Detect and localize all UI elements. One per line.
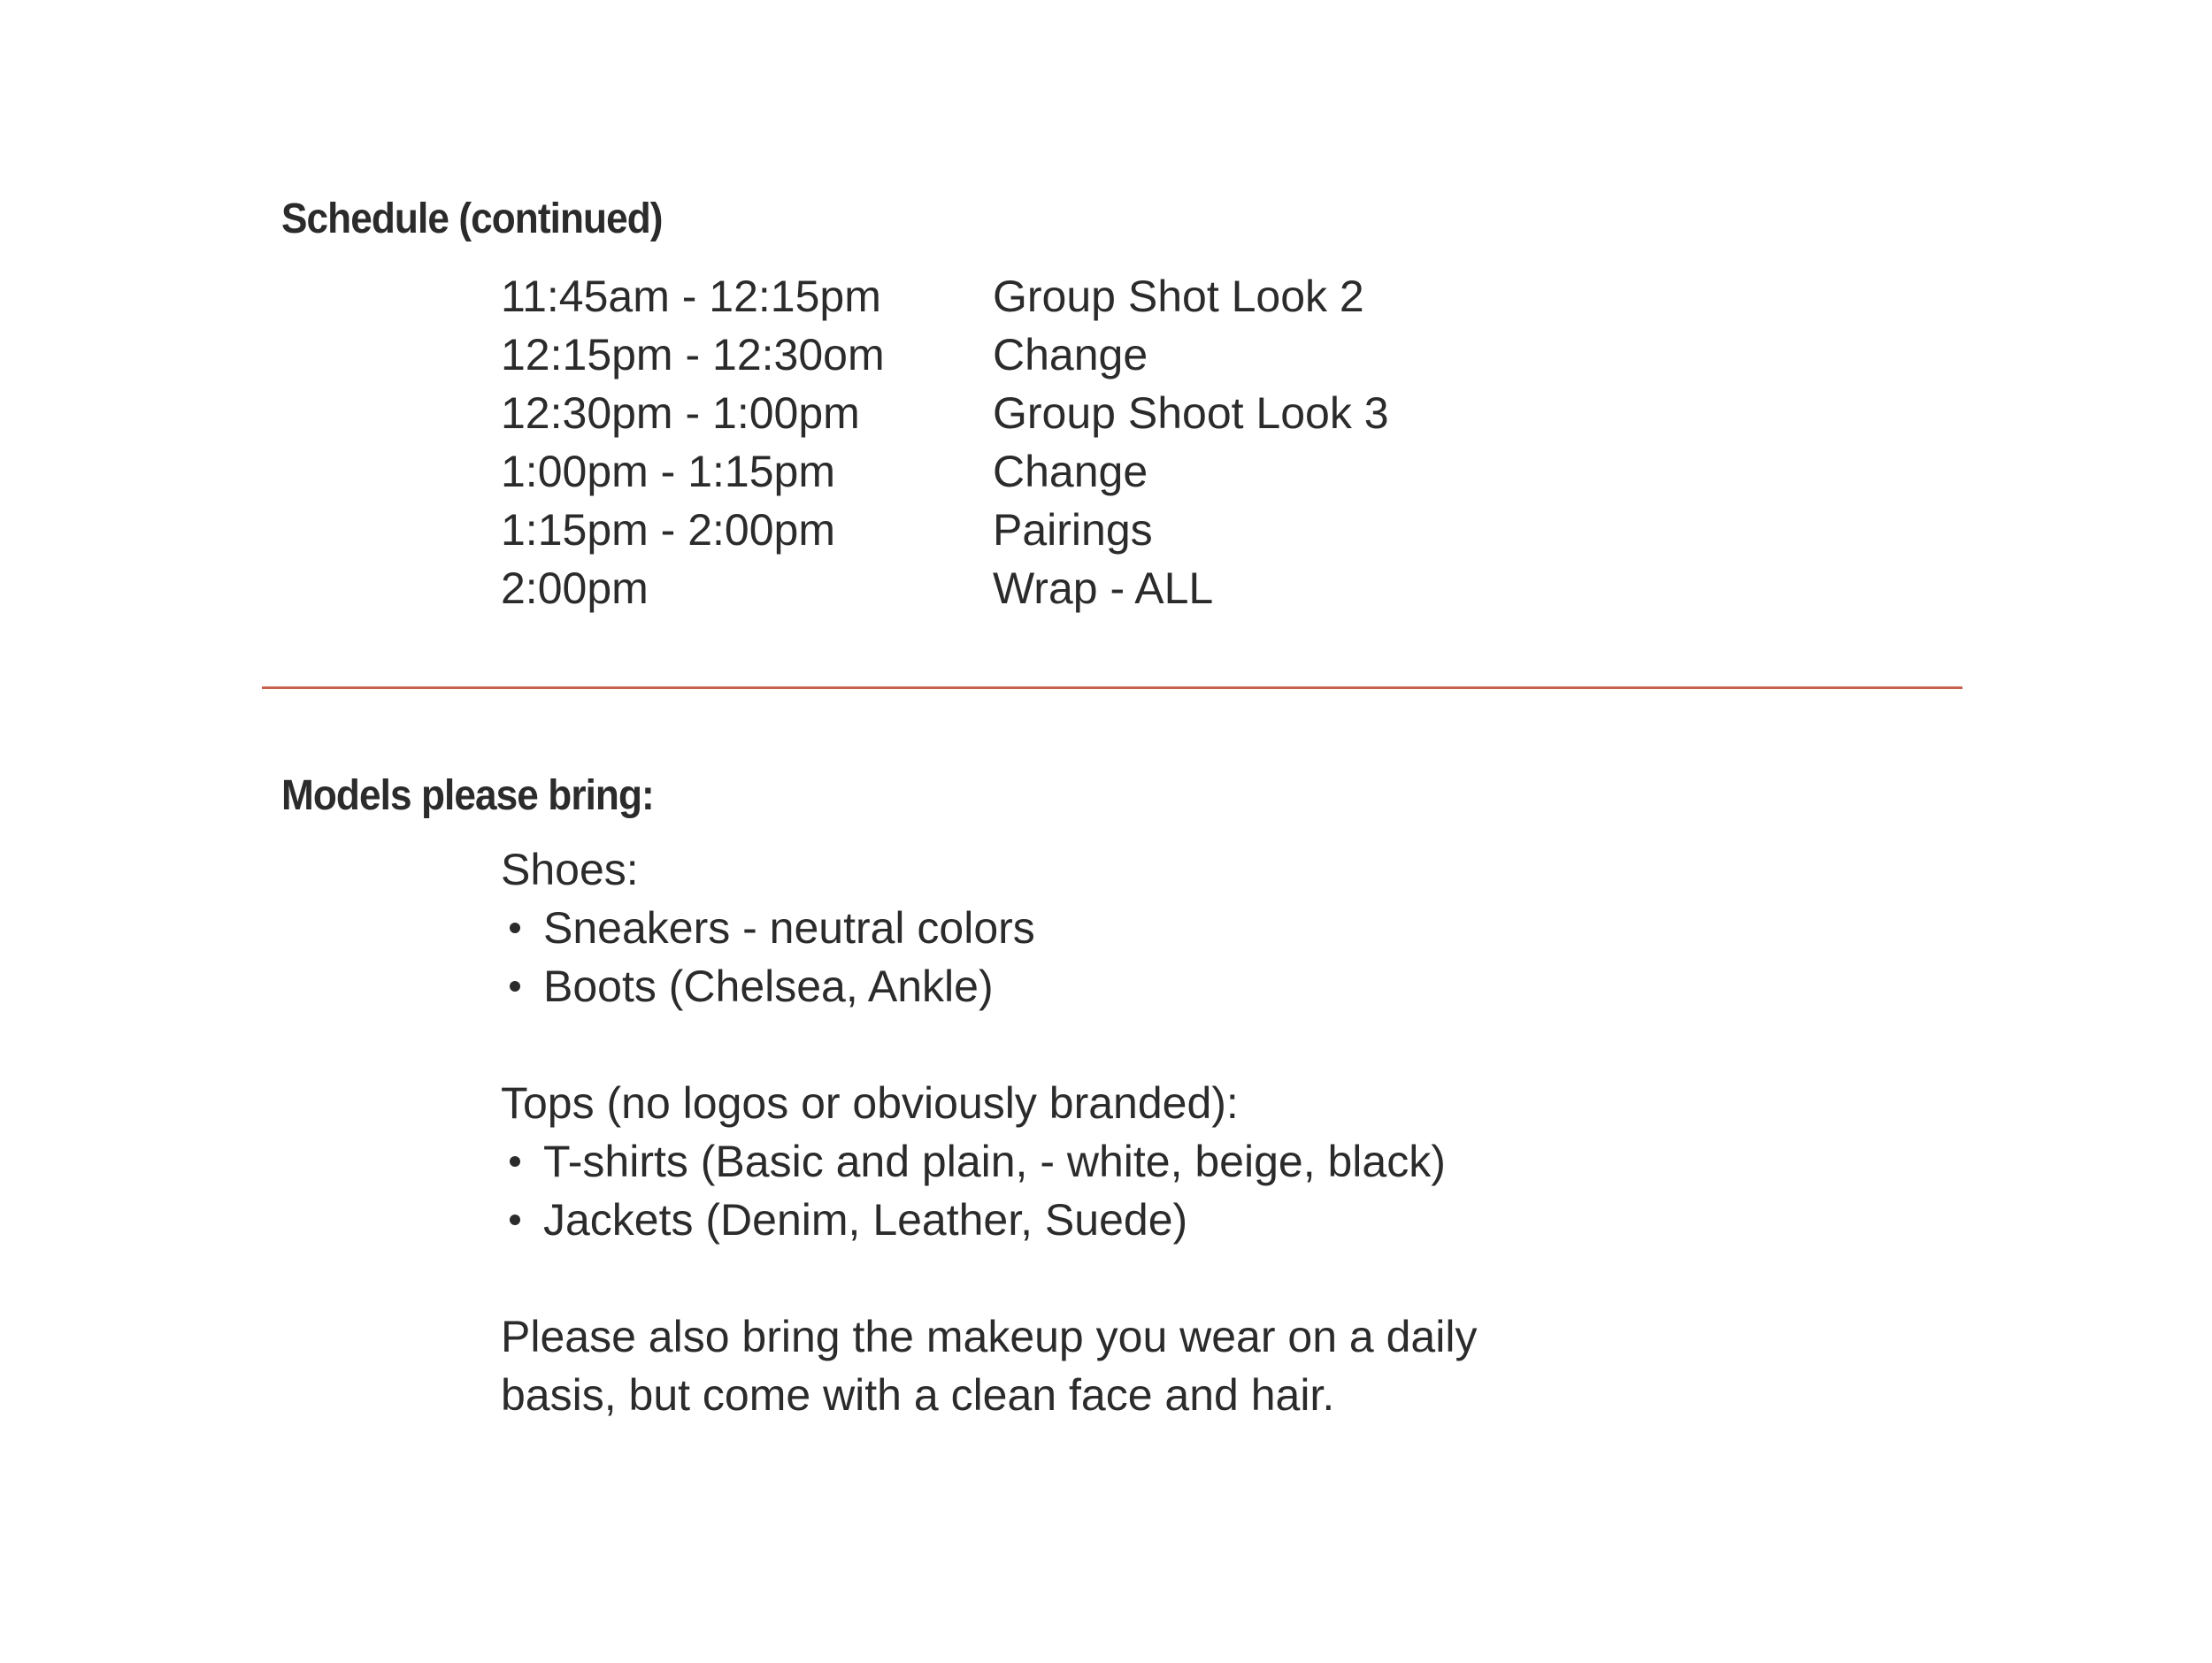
list-item-text: Jackets (Denim, Leather, Suede) (543, 1195, 1188, 1245)
schedule-row (501, 384, 1563, 442)
schedule-event: Group Shoot Look 3 (993, 388, 1389, 438)
schedule-event: Change (993, 330, 1148, 379)
section-divider (262, 686, 1962, 689)
schedule-event: Group Shot Look 2 (993, 272, 1364, 321)
list-item (501, 1132, 1740, 1191)
schedule-row (501, 326, 1563, 384)
schedule-list (501, 267, 1563, 617)
schedule-heading: Schedule (continued) (281, 195, 663, 242)
list-item (501, 899, 1740, 957)
list-item (501, 1191, 1740, 1249)
makeup-note-line: basis, but come with a clean face and hair. (501, 1370, 1335, 1420)
schedule-row (501, 501, 1563, 559)
bullet-icon (510, 1215, 520, 1225)
schedule-row (501, 442, 1563, 501)
bullet-icon (510, 923, 520, 933)
schedule-time: 12:15pm - 12:30om (501, 330, 885, 379)
spacer (501, 1249, 1740, 1307)
list-item (501, 957, 1740, 1015)
schedule-time: 1:15pm - 2:00pm (501, 505, 835, 555)
list-item-text: T-shirts (Basic and plain, - white, beige, black) (543, 1137, 1446, 1186)
schedule-time: 1:00pm - 1:15pm (501, 447, 835, 496)
makeup-note-line: Please also bring the makeup you wear on a daily (501, 1312, 1478, 1361)
list-item-text: Boots (Chelsea, Ankle) (543, 962, 994, 1011)
bring-list (501, 840, 1740, 1424)
models-heading: Models please bring: (281, 772, 654, 819)
bullet-icon (510, 981, 520, 992)
schedule-time: 2:00pm (501, 563, 649, 613)
schedule-event: Pairings (993, 505, 1153, 555)
schedule-row (501, 559, 1563, 617)
shoes-label: Shoes: (501, 845, 639, 894)
schedule-time: 11:45am - 12:15pm (501, 272, 881, 321)
bullet-icon (510, 1156, 520, 1167)
tops-label: Tops (no logos or obviously branded): (501, 1078, 1239, 1128)
schedule-row (501, 267, 1563, 326)
spacer (501, 1015, 1740, 1074)
list-item-text: Sneakers - neutral colors (543, 903, 1035, 953)
schedule-time: 12:30pm - 1:00pm (501, 388, 860, 438)
schedule-event: Wrap - ALL (993, 563, 1214, 613)
schedule-event: Change (993, 447, 1148, 496)
